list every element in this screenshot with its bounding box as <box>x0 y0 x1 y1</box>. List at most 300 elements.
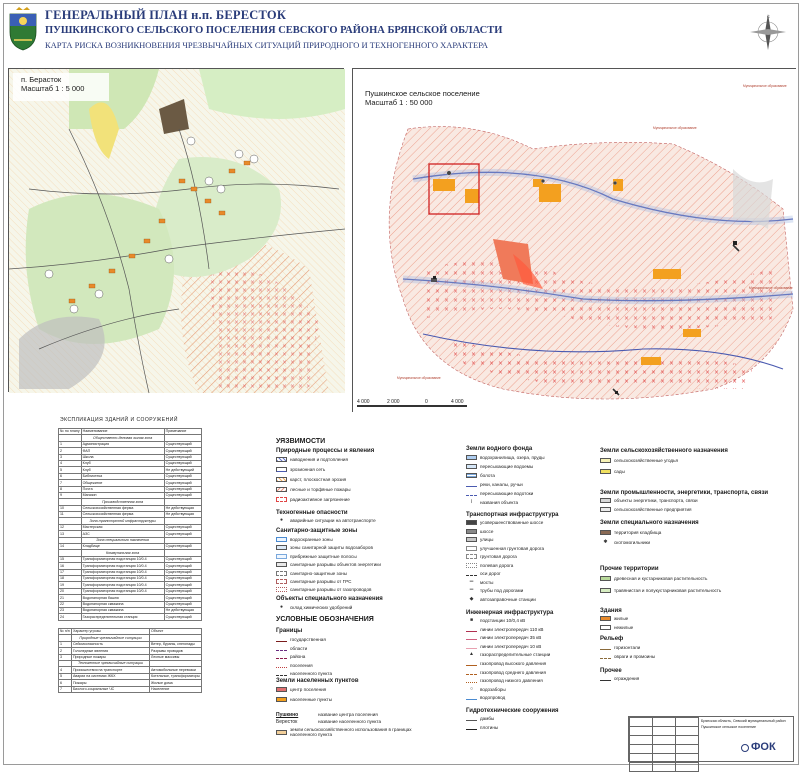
legend-natural-title: Природные процессы и явления <box>276 448 375 454</box>
table-cell: 5 <box>59 467 82 473</box>
table-cell: Водонапорная скважина <box>81 607 164 613</box>
table-cell: Техногенные чрезвычайные ситуации <box>71 660 149 666</box>
legend-label: санитарные разрывы объектов энергетики <box>290 562 381 568</box>
legend-swatch <box>600 645 611 650</box>
legend-swatch <box>600 676 611 681</box>
legend-item <box>276 537 333 542</box>
table-cell: Существующий <box>164 454 201 460</box>
legend-label: области <box>290 645 308 651</box>
legend-label: улучшенная грунтовая дорога <box>480 545 545 551</box>
legend-item <box>600 645 640 650</box>
legend-label: названия объекта <box>480 500 519 505</box>
legend-swatch <box>276 497 287 502</box>
table-cell: 21 <box>59 595 82 601</box>
legend-other-title: Прочие территории <box>600 566 659 572</box>
scale-bar-label: 4 000 <box>451 399 464 405</box>
legend-item <box>276 646 307 651</box>
legend-swatch <box>600 576 611 581</box>
legend-industry-title: Земли промышленности, энергетики, транспорта, связи <box>600 490 769 496</box>
legend-item <box>276 545 373 550</box>
scale-bar-label: 4 000 <box>357 399 370 405</box>
table-cell: Сейсмоопасность <box>71 641 149 647</box>
legend-item <box>276 697 332 702</box>
legend-swatch <box>600 507 611 512</box>
column-header: Объект <box>150 629 202 635</box>
legend-label: автозаправочные станции <box>480 596 536 602</box>
legend-item <box>600 498 698 503</box>
legend-label: водопровод <box>480 695 506 701</box>
table-cell: Существующий <box>164 569 201 575</box>
legend-item <box>276 587 371 592</box>
legend-swatch <box>276 663 287 668</box>
column-header: Наименование <box>81 429 164 435</box>
table-cell: 13 <box>59 531 82 537</box>
legend-relief-title: Рельеф <box>600 636 624 642</box>
table-cell: Существующий <box>164 524 201 530</box>
legend-label: линии электропередач 10 кВ <box>480 643 542 649</box>
legend-item <box>466 644 541 649</box>
legend-label: усовершенствованные шоссе <box>480 520 544 525</box>
legend-engineering-title: Инженерная инфраструктура <box>466 610 554 616</box>
legend-swatch <box>600 469 611 474</box>
table-cell: 10 <box>59 505 82 511</box>
legend-item <box>276 579 351 584</box>
table-cell: Существующий <box>164 563 201 569</box>
legend-item <box>466 500 518 505</box>
legend-item <box>276 457 348 462</box>
legend-swatch <box>466 695 477 700</box>
legend-label: жилые <box>614 616 629 621</box>
legend-item <box>600 616 628 621</box>
table-cell: Трансформаторная подстанция 10/0.4 <box>81 582 164 588</box>
table-cell: Жилые дома <box>150 680 202 686</box>
legend-item <box>466 695 505 700</box>
table-cell: Население <box>150 686 202 692</box>
svg-text:С: С <box>767 14 770 19</box>
column-header: № по плану <box>60 429 80 434</box>
legend-item <box>600 588 721 593</box>
legend-label: прибрежные защитные полосы <box>290 553 357 559</box>
legend-special-title: Объекты специального назначения <box>276 596 383 602</box>
legend-label: плотины <box>480 725 499 730</box>
table-cell: 3 <box>59 654 72 660</box>
legend-label: скотомогильники <box>614 540 651 545</box>
table-cell: Котельные, трансформаторы <box>151 674 200 679</box>
settlement-map-scale: Масштаб 1 : 5 000 <box>21 84 85 93</box>
legend-transport-title: Транспортная инфраструктура <box>466 512 559 518</box>
map-theme: КАРТА РИСКА ВОЗНИКНОВЕНИЯ ЧРЕЗВЫЧАЙНЫХ СИТУАЦИЙ ПРИРОДНОГО И ТЕХНОГЕННОГО ХАРАКТЕРА <box>45 40 488 50</box>
table-cell: Магазин <box>81 492 164 498</box>
legend-symbol-icon: ○ <box>469 685 474 692</box>
legend-label: древесная и кустарниковая растительность <box>614 576 708 581</box>
settlement-map[interactable] <box>8 68 344 392</box>
legend-item <box>276 687 326 692</box>
legend-item <box>600 469 625 474</box>
table-cell: 9 <box>59 492 82 498</box>
legend-item <box>276 637 326 642</box>
table-cell: Производственная зона <box>81 499 164 505</box>
legend-swatch <box>466 670 477 675</box>
legend-label: улицы <box>480 537 494 542</box>
table-cell: Сельскохозяйственная ферма <box>81 512 164 518</box>
legend-swatch <box>276 646 287 651</box>
legend-swatch <box>466 464 477 469</box>
legend-label: водоохранные зоны <box>290 537 333 542</box>
table-cell: 7 <box>59 686 72 692</box>
legend-swatch <box>466 644 477 649</box>
legend-buildings-title: Здания <box>600 608 622 614</box>
table-cell: 6 <box>59 473 82 479</box>
legend-label: шоссе <box>480 528 494 534</box>
legend-item <box>276 562 381 567</box>
coat-of-arms-icon <box>6 6 40 52</box>
legend-swatch <box>466 554 477 559</box>
legend-swatch <box>466 520 477 525</box>
legend-swatch <box>466 529 477 534</box>
sample-center-desc: название центра поселения <box>318 712 378 717</box>
legend-label: района <box>290 654 306 660</box>
table-cell: Не действующая <box>164 607 201 613</box>
legend-symbol-icon: ● <box>279 517 284 523</box>
legend-label: государственная <box>290 637 326 642</box>
legend-symbol-icon: ═ <box>469 587 474 593</box>
table-cell: 18 <box>59 575 82 581</box>
table-row <box>59 686 202 692</box>
legend-settlements-title: Земли населенных пунктов <box>276 678 359 684</box>
legend-swatch <box>466 661 477 666</box>
legend-item <box>466 597 536 602</box>
legend-swatch <box>276 554 287 559</box>
legend-symbols-title: УСЛОВНЫЕ ОБОЗНАЧЕНИЯ <box>276 616 374 623</box>
table-cell: 11 <box>59 512 82 518</box>
table-cell: Газораспределительная станция <box>81 614 164 620</box>
table-cell: 7 <box>59 480 82 486</box>
table-cell: Школа <box>81 454 164 460</box>
legend-label: зоны санитарной защиты водозаборов <box>290 545 373 551</box>
table-cell: Водонапорная башня <box>81 595 164 601</box>
title-block-org: Брянская область, Севский муниципальный район <box>701 719 786 723</box>
legend-label: водозаборы <box>480 686 506 692</box>
legend-item <box>276 467 325 472</box>
legend-item <box>466 473 495 478</box>
svg-text:Муниципальное образование: Муниципальное образование <box>397 376 441 380</box>
legend-item <box>600 576 707 581</box>
legend-label: газопровод высокого давления <box>480 661 547 666</box>
table-cell: Библиотека <box>81 473 164 479</box>
legend-swatch <box>466 716 477 721</box>
legend-swatch <box>276 467 287 472</box>
settlement-map-name: п. Берасток <box>21 75 62 84</box>
table-cell: Общественно-деловая жилая зона <box>81 435 164 441</box>
table-cell: 5 <box>59 673 72 679</box>
legend-sanitary-title: Санитарно-защитные зоны <box>276 528 358 534</box>
legend-symbol-icon: ═ <box>469 578 474 585</box>
hazards-table <box>58 628 202 758</box>
legend-symbol-icon: ✱ <box>603 539 608 545</box>
legend-label: территория кладбища <box>614 530 662 535</box>
svg-text:Муниципальное образование: Муниципальное образование <box>743 84 787 88</box>
legend-swatch <box>466 546 477 551</box>
legend-item <box>276 554 357 559</box>
title-block-grid <box>629 717 699 772</box>
table-cell: Существующий <box>164 448 201 454</box>
legend-swatch <box>466 571 477 576</box>
legend-swatch <box>600 498 611 503</box>
legend-label: нежилые <box>614 625 634 630</box>
legend-swatch <box>276 545 287 550</box>
legend-swatch <box>466 491 477 496</box>
legend-water-title: Земли водного фонда <box>466 446 533 452</box>
sample-village-name: Бересток <box>276 719 298 725</box>
table-cell: Кладбище <box>81 544 164 550</box>
legend-label: эрозионная сеть <box>290 467 326 472</box>
table-cell: Существующий <box>164 588 201 594</box>
svg-text:Муниципальное образование: Муниципальное образование <box>749 286 793 290</box>
explication-rows <box>59 435 202 620</box>
legend-item <box>466 661 546 666</box>
legend-label: наводнения и подтопления <box>290 457 348 462</box>
table-cell: Существующий <box>164 441 201 447</box>
title-block <box>628 716 794 762</box>
table-cell: Существующий <box>164 460 201 466</box>
rural-map-scale: Масштаб 1 : 50 000 <box>365 98 433 107</box>
column-header: № п/п <box>60 629 70 634</box>
rural-settlement-map[interactable] <box>352 68 796 412</box>
table-cell: Не действующий <box>164 467 201 473</box>
rural-settlement-map-drawing <box>353 69 797 413</box>
legend-swatch <box>276 477 287 482</box>
logo-ring-icon <box>741 744 749 752</box>
table-cell: Существующий <box>164 492 201 498</box>
legend-swatch <box>276 654 287 659</box>
legend-swatch <box>276 562 287 567</box>
legend-label: ограждения <box>614 676 640 681</box>
legend-label: линии электропередач 110 кВ <box>480 626 544 632</box>
legend-item <box>466 678 543 683</box>
table-cell: Трансформаторная подстанция 10/0.4 <box>81 556 164 562</box>
legend-swatch <box>600 530 611 535</box>
legend-label: оси дорог <box>480 571 501 576</box>
legend-label: болота <box>480 473 495 478</box>
column-header: Примечание <box>164 429 201 435</box>
table-cell: 16 <box>59 563 82 569</box>
legend-label: полевая дорога <box>480 562 514 568</box>
table-cell: Администрация <box>81 441 164 447</box>
hazards-rows <box>59 635 202 693</box>
legend-label: санитарные разрывы от ГРС <box>290 579 352 584</box>
legend-label: населенного пункта <box>290 671 333 677</box>
table-cell: ФАП <box>81 448 164 454</box>
legend-label: санитарно-защитные зоны <box>290 570 347 576</box>
table-cell: Трансформаторная подстанция 10/0.4 <box>81 575 164 581</box>
table-cell: 24 <box>59 614 82 620</box>
legend-swatch <box>466 678 477 683</box>
table-cell: 19 <box>59 582 82 588</box>
hazards-grid <box>58 628 202 693</box>
table-cell: Биолого-социальные ЧС <box>71 686 149 692</box>
legend-item <box>466 563 513 568</box>
table-cell: Клуб <box>81 460 164 466</box>
legend-swatch <box>276 537 287 542</box>
legend-item <box>466 537 493 542</box>
legend-item <box>466 520 543 525</box>
table-cell: Существующий <box>164 544 201 550</box>
legend-swatch <box>600 654 611 659</box>
legend-label: подстанции 10/0,4 кВ <box>480 618 526 623</box>
legend-item <box>600 625 633 630</box>
table-cell: Клуб <box>81 467 164 473</box>
table-cell: Трансформаторная подстанция 10/0.4 <box>81 569 164 575</box>
legend-swatch <box>276 730 287 735</box>
table-cell: Сельскохозяйственная ферма <box>81 505 164 511</box>
legend-swatch <box>466 473 477 478</box>
legend-item <box>276 518 376 523</box>
company-logo: ФОК <box>751 741 776 753</box>
scale-bar-label: 0 <box>425 399 428 405</box>
legend-item <box>600 676 639 681</box>
legend-label: санитарные разрывы от газопроводов <box>290 587 372 593</box>
table-cell: 4 <box>59 667 72 673</box>
legend-swatch <box>466 482 477 487</box>
legend-item <box>466 455 545 460</box>
legend-label: линии электропередач 35 кВ <box>480 635 542 641</box>
table-cell: Водонапорная скважина <box>81 601 164 607</box>
table-cell: Существующий <box>164 601 201 607</box>
coat-of-arms <box>6 6 40 52</box>
table-cell: 3 <box>59 454 82 460</box>
legend-item <box>276 654 305 659</box>
legend-label: мосты <box>480 579 494 585</box>
legend-item <box>466 687 506 692</box>
legend-item <box>276 727 436 737</box>
table-cell: Существующий <box>164 595 201 601</box>
legend-item <box>466 725 498 730</box>
table-cell: Существующий <box>164 575 201 581</box>
table-cell: Общежитие <box>81 480 164 486</box>
table-cell: Существующий <box>164 614 201 620</box>
legend-label: дамбы <box>480 716 495 721</box>
legend-agri-title: Земли сельскохозяйственного назначения <box>600 448 728 454</box>
explication-table <box>58 428 202 619</box>
legend-item <box>600 458 678 463</box>
table-cell: Не действующая <box>164 512 201 518</box>
legend-item <box>466 716 494 721</box>
legend-item <box>600 654 655 659</box>
table-cell: Существующий <box>164 582 201 588</box>
legend-item <box>600 530 661 535</box>
compass-icon <box>748 12 788 52</box>
settlement-map-drawing <box>9 69 345 393</box>
legend-swatch <box>276 487 287 492</box>
legend-symbol-icon: ● <box>279 604 284 610</box>
legend-label: водохранилища, озера, пруды <box>480 455 545 460</box>
legend-swatch <box>466 627 477 632</box>
table-cell: 20 <box>59 588 82 594</box>
sample-center-name: Пушкино <box>276 712 299 718</box>
legend-item <box>466 529 493 534</box>
legend-item <box>466 652 550 657</box>
legend-swatch <box>276 457 287 462</box>
table-cell: Автомобильные перевозки <box>150 667 202 673</box>
legend-swatch <box>600 616 611 621</box>
legend-item <box>466 588 523 593</box>
table-cell: Существующий <box>164 486 201 492</box>
table-cell: 15 <box>59 556 82 562</box>
legend-symbol-icon: ■ <box>469 617 474 623</box>
legend-technogenic-title: Техногенные опасности <box>276 510 348 516</box>
table-cell: Аварии на системах ЖКХ <box>71 673 149 679</box>
table-cell: 1 <box>59 641 72 647</box>
table-cell: АЗС <box>81 531 164 537</box>
legend-item <box>276 477 346 482</box>
table-cell: Гололедные явления <box>71 648 149 654</box>
table-cell: Лесные массивы <box>150 654 202 660</box>
table-cell: Ветер, бураны, снегопады <box>150 641 202 647</box>
table-cell: Существующий <box>164 480 201 486</box>
legend-hazards-title: УЯЗВИМОСТИ <box>276 438 326 445</box>
legend-swatch <box>600 458 611 463</box>
legend-item <box>466 464 533 469</box>
title-block-settlement: Пушкинское сельское поселение <box>701 725 756 729</box>
table-cell: Мастерская <box>81 524 164 530</box>
table-cell: Не действующая <box>164 505 201 511</box>
legend-label: овраги и промоины <box>614 654 656 659</box>
legend-special-land-title: Земли специального назначения <box>600 520 699 526</box>
legend-borders-title: Границы <box>276 628 303 634</box>
legend-swatch <box>466 563 477 568</box>
legend-swatch <box>276 579 287 584</box>
legend-label: сады <box>614 469 625 474</box>
legend-swatch <box>466 725 477 730</box>
map-title: ГЕНЕРАЛЬНЫЙ ПЛАН н.п. БЕРЕСТОК <box>45 8 287 22</box>
table-cell: Коммунальная зона <box>81 550 164 556</box>
table-cell: 6 <box>59 680 72 686</box>
table-cell: 17 <box>59 569 82 575</box>
legend-label: земли сельскохозяйственного использования в границах населенного пункта <box>290 727 412 737</box>
scale-bar <box>357 401 507 409</box>
legend-symbol-icon: ⌇ <box>470 499 473 505</box>
legend-item <box>276 571 347 576</box>
legend-swatch <box>466 635 477 640</box>
legend-label: газопровод среднего давления <box>480 669 546 675</box>
legend-swatch <box>276 587 287 592</box>
table-cell: 2 <box>59 448 82 454</box>
legend-item <box>276 487 351 492</box>
legend-label: пересыхающие водотоки <box>480 491 534 496</box>
table-cell: 23 <box>59 607 82 613</box>
legend-label: пересыхающие водоемы <box>480 464 534 469</box>
legend-swatch <box>600 588 611 593</box>
legend-label: населенные пункты <box>290 697 333 702</box>
legend-item <box>466 580 493 585</box>
table-cell: 8 <box>59 486 82 492</box>
explication-grid <box>58 428 202 621</box>
table-cell: 22 <box>59 601 82 607</box>
map-subtitle: ПУШКИНСКОГО СЕЛЬСКОГО ПОСЕЛЕНИЯ СЕВСКОГО РАЙОНА БРЯНСКОЙ ОБЛАСТИ <box>45 25 503 36</box>
table-cell: Зона специального назначения <box>81 537 164 543</box>
legend-label: склад химических удобрений <box>290 605 353 610</box>
legend-label: сельскохозяйственные предприятия <box>614 507 692 512</box>
legend-item <box>276 671 332 676</box>
compass-rose <box>748 12 788 52</box>
legend-item <box>466 627 543 632</box>
legend-item <box>466 546 544 551</box>
legend-label: лесные и торфяные пожары <box>290 487 351 492</box>
legend-label: объекты энергетики, транспорта, связи <box>614 498 698 503</box>
legend-swatch <box>276 671 287 676</box>
table-cell: 12 <box>59 524 82 530</box>
legend-item <box>276 497 350 502</box>
